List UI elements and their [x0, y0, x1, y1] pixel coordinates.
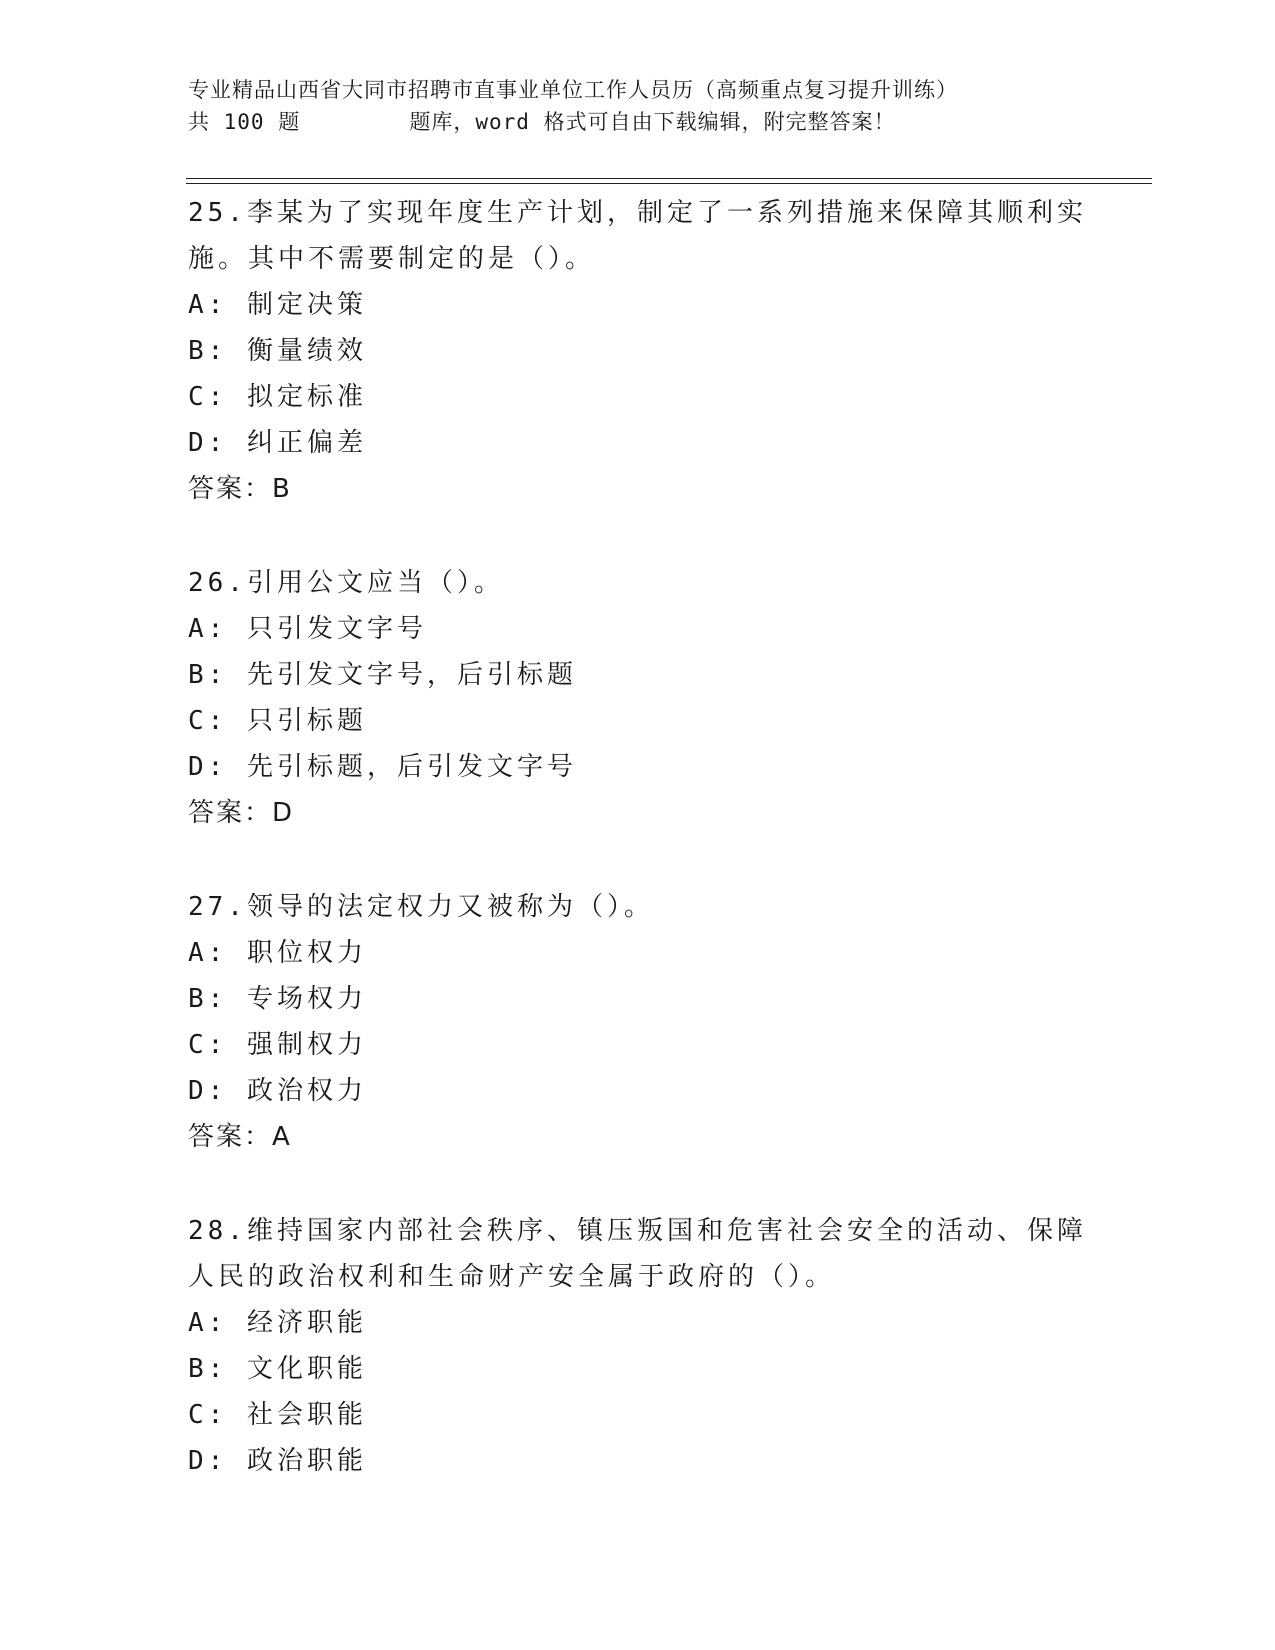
answer-text: 答案：D: [188, 798, 295, 828]
option-a: A: 只引发文字号: [188, 614, 427, 644]
question-27: [188, 884, 1108, 1160]
question-26: [188, 560, 1108, 836]
question-list: [188, 190, 1108, 1532]
question-text: 26.引用公文应当（）。: [188, 568, 504, 598]
option-a: A: 职位权力: [188, 938, 367, 968]
question-25: [188, 190, 1108, 512]
answer-text: 答案：A: [188, 1122, 292, 1152]
option-a: A: 经济职能: [188, 1308, 367, 1338]
header-subtitle: 共 100 题 题库，word 格式可自由下载编辑，附完整答案！: [188, 110, 896, 134]
option-d: D: 政治职能: [188, 1446, 367, 1476]
option-c: C: 只引标题: [188, 706, 367, 736]
question-text: 25.李某为了实现年度生产计划，制定了一系列措施来保障其顺利实施。其中不需要制定的是（）。: [188, 198, 1087, 274]
question-28: [188, 1208, 1108, 1484]
question-text: 28.维持国家内部社会秩序、镇压叛国和危害社会安全的活动、保障人民的政治权利和生命财产安全属于政府的（）。: [188, 1216, 1087, 1292]
option-c: C: 社会职能: [188, 1400, 367, 1430]
document-header: [188, 74, 1148, 138]
option-d: D: 政治权力: [188, 1076, 367, 1106]
header-divider-top: [186, 178, 1152, 179]
option-c: C: 强制权力: [188, 1030, 367, 1060]
header-divider-bottom: [186, 183, 1152, 184]
question-text: 27.领导的法定权力又被称为（）。: [188, 892, 654, 922]
option-b: B: 衡量绩效: [188, 336, 367, 366]
option-d: D: 先引标题，后引发文字号: [188, 752, 577, 782]
option-b: B: 文化职能: [188, 1354, 367, 1384]
option-a: A: 制定决策: [188, 290, 367, 320]
option-b: B: 先引发文字号，后引标题: [188, 660, 577, 690]
option-d: D: 纠正偏差: [188, 428, 367, 458]
option-c: C: 拟定标准: [188, 382, 367, 412]
answer-text: 答案：B: [188, 474, 292, 504]
option-b: B: 专场权力: [188, 984, 367, 1014]
header-title: 专业精品山西省大同市招聘市直事业单位工作人员历（高频重点复习提升训练）: [188, 78, 958, 102]
